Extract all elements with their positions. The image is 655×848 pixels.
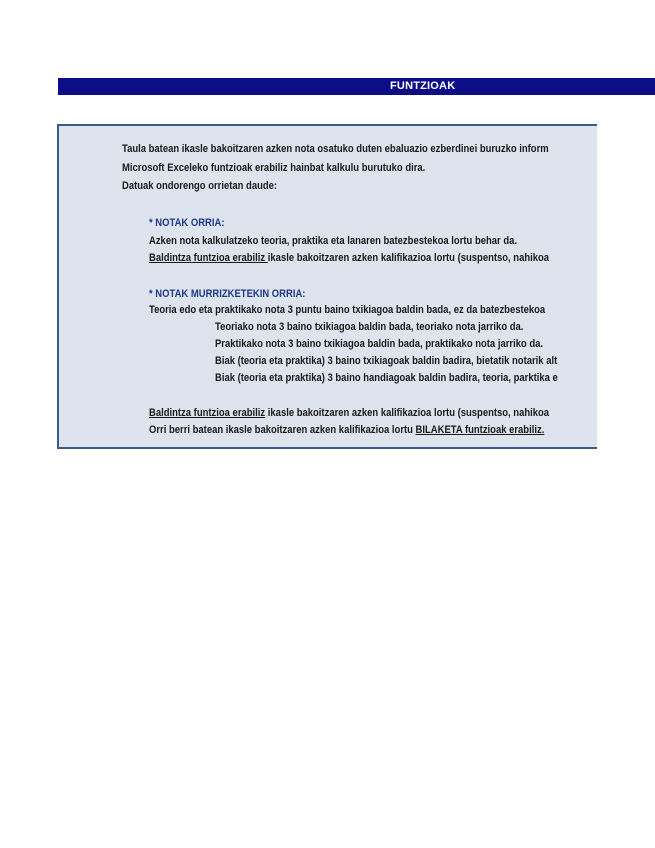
section1-heading: * NOTAK ORRIA: (149, 217, 225, 229)
section2-rule-2: Praktikako nota 3 baino txikiagoa baldin bada, praktikako nota jarriko da. (215, 338, 544, 350)
section2-final-2 (149, 423, 544, 437)
title-bar (58, 78, 655, 95)
section1-line-1: Azken nota kalkulatzeko teoria, praktika eta lanaren batezbestekoa lortu behar da. (149, 235, 518, 247)
section2-heading: * NOTAK MURRIZKETEKIN ORRIA: (149, 288, 306, 300)
intro-line-3: Datuak ondorengo orrietan daude: (122, 180, 278, 192)
section2-line-1: Teoria edo eta praktikako nota 3 puntu baino txikiagoa baldin bada, ez da batezbestekoa (149, 304, 546, 316)
instructions-panel (57, 124, 597, 449)
baldintza-link[interactable]: Baldintza funtzioa erabiliz (149, 252, 268, 264)
section2-final-1-rest: ikasle bakoitzaren azken kalifikazioa lortu (suspentso, nahikoa (265, 407, 550, 419)
baldintza-link-2[interactable]: Baldintza funtzioa erabiliz (149, 407, 266, 419)
section2-rule-1: Teoriako nota 3 baino txikiagoa baldin bada, teoriako nota jarriko da. (215, 321, 524, 333)
section2-final-2-text: Orri berri batean ikasle bakoitzaren azken kalifikazioa lortu (149, 424, 416, 436)
section2-rule-3: Biak (teoria eta praktika) 3 baino txikiagoak baldin badira, bietatik notarik alt (215, 355, 558, 367)
section1-line-2 (149, 251, 549, 265)
section1-line-2-rest: ikasle bakoitzaren azken kalifikazioa lortu (suspentso, nahikoa (267, 252, 550, 264)
section2-final-1 (149, 406, 549, 420)
bilaketa-link[interactable]: BILAKETA funtzioak erabiliz. (415, 424, 545, 436)
intro-line-2: Microsoft Exceleko funtzioak erabiliz hainbat kalkulu burutuko dira. (122, 162, 426, 174)
intro-line-1: Taula batean ikasle bakoitzaren azken nota osatuko duten ebaluazio ezberdinei buruzko inform (122, 143, 549, 155)
page-title: FUNTZIOAK (390, 80, 456, 92)
section2-rule-4: Biak (teoria eta praktika) 3 baino handiagoak baldin badira, teoria, parktika e (215, 372, 558, 384)
